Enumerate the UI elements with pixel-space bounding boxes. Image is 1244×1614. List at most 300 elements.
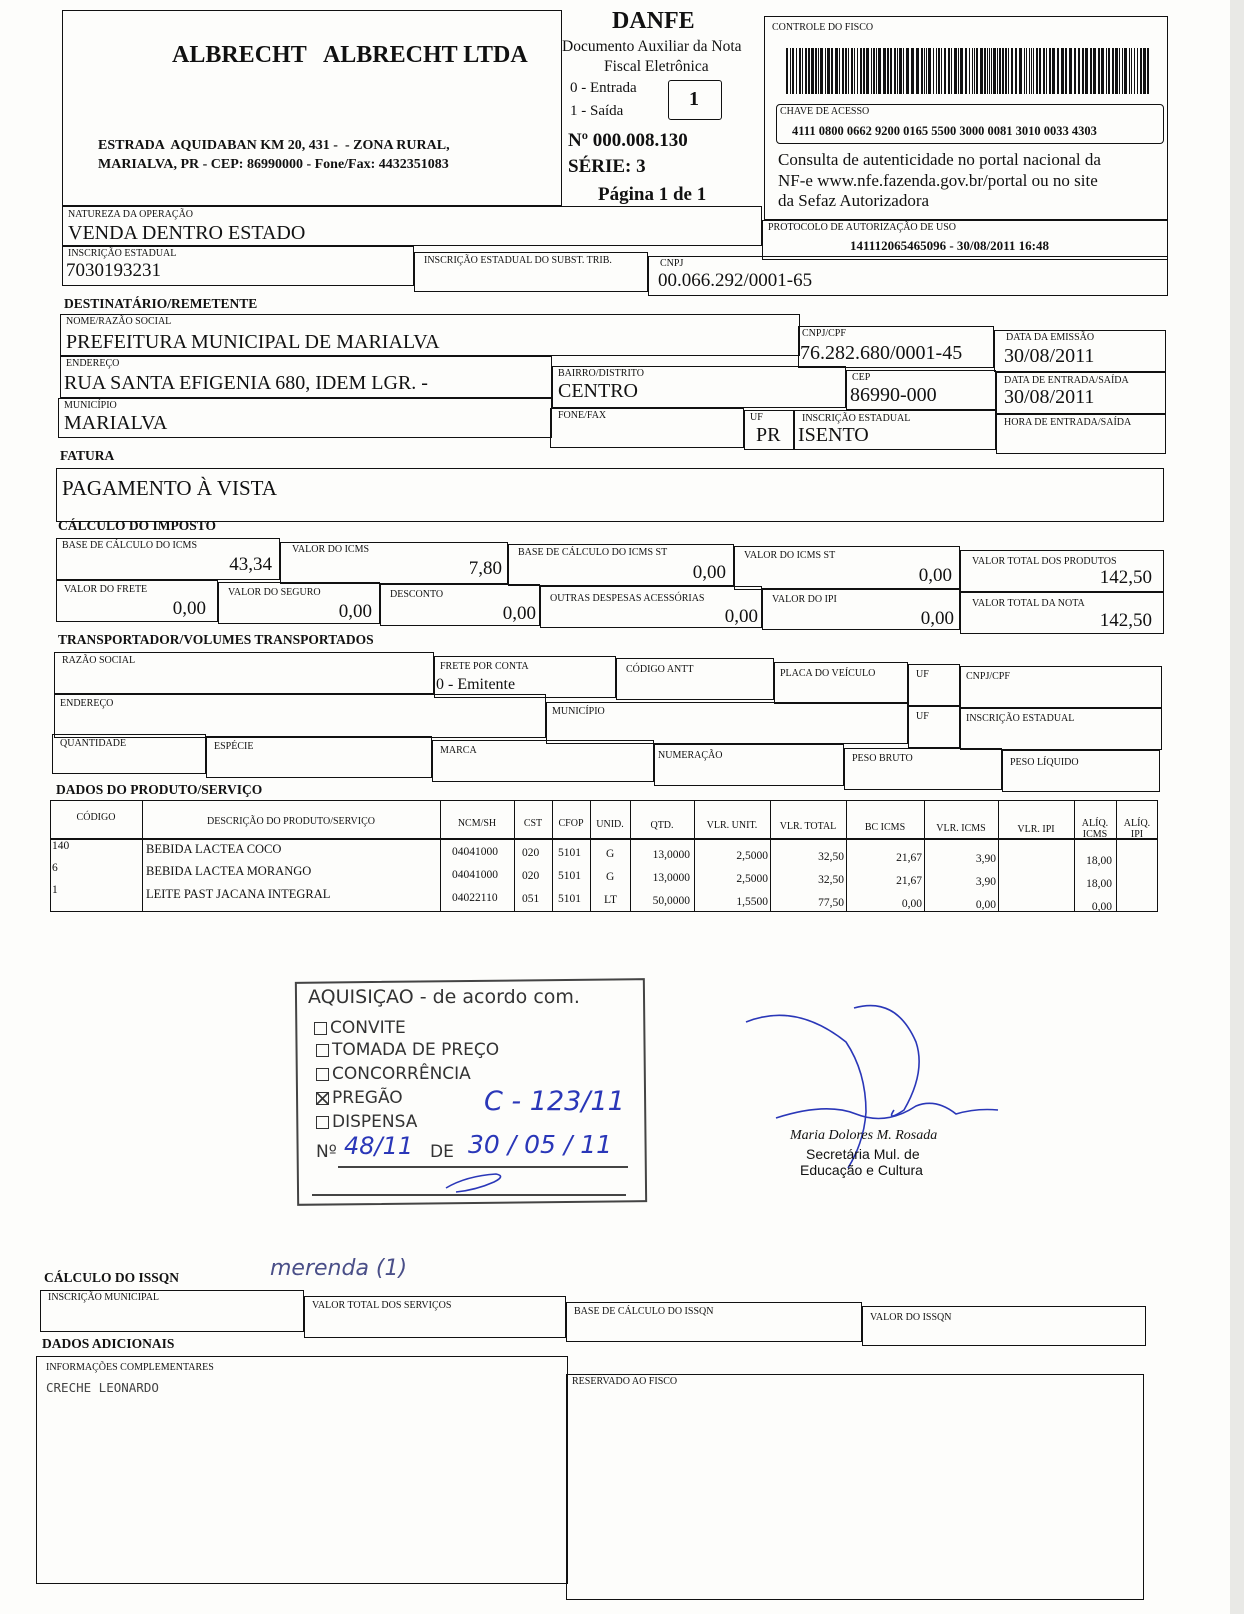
- barcode-bar: [1085, 48, 1088, 94]
- column-line: [630, 800, 631, 912]
- cell-descricao: BEBIDA LACTEA COCO: [146, 842, 282, 856]
- barcode-bar: [1046, 48, 1047, 94]
- transporte-section: TRANSPORTADOR/VOLUMES TRANSPORTADOS: [58, 632, 374, 647]
- outras-label: OUTRAS DESPESAS ACESSÓRIAS: [550, 593, 705, 604]
- cell-unid: LT: [604, 894, 617, 906]
- valor-icms-label: VALOR DO ICMS: [292, 544, 370, 555]
- column-line: [694, 800, 695, 912]
- barcode-bar: [1074, 48, 1076, 94]
- dest-endereco-label: ENDEREÇO: [66, 358, 120, 369]
- cnpj-value: 00.066.292/0001-65: [658, 270, 813, 291]
- transp-uf-label: UF: [916, 669, 929, 680]
- barcode-bar: [894, 48, 896, 94]
- base-icms-value: 43,34: [229, 554, 272, 575]
- th-cfop: CFOP: [558, 818, 584, 829]
- dest-cep-value: 86990-000: [850, 384, 937, 406]
- dest-emissao-value: 30/08/2011: [1004, 345, 1095, 367]
- column-line: [514, 800, 515, 912]
- transp-uf2-label: UF: [916, 711, 929, 722]
- barcode-bar: [827, 48, 830, 94]
- stamp-numero: 48/11: [344, 1132, 414, 1160]
- dest-entrada-value: 30/08/2011: [1004, 386, 1095, 408]
- barcode-bar: [860, 48, 862, 94]
- signature-cargo-2: Educação e Cultura: [800, 1162, 923, 1178]
- cell-descricao: LEITE PAST JACANA INTEGRAL: [146, 887, 331, 901]
- cell-vlr-total: 32,50: [818, 851, 844, 863]
- transp-numeracao-label: NUMERAÇÃO: [658, 750, 723, 761]
- barcode-bar: [958, 48, 959, 94]
- barcode-bar: [1131, 48, 1132, 94]
- barcode-bar: [1112, 48, 1114, 94]
- stamp-option-label: CONVITE: [330, 1018, 406, 1038]
- barcode-bar: [1069, 48, 1072, 94]
- dest-entrada-label: DATA DE ENTRADA/SAÍDA: [1004, 375, 1129, 386]
- transp-frete-label: FRETE POR CONTA: [440, 661, 529, 672]
- barcode-bar: [825, 48, 826, 94]
- column-line: [1116, 800, 1117, 912]
- stamp-checkbox: [314, 1022, 327, 1035]
- dest-bairro-value: CENTRO: [558, 380, 638, 402]
- barcode-bar: [1101, 48, 1104, 94]
- reservado-fisco-label: RESERVADO AO FISCO: [572, 1376, 678, 1387]
- barcode-bar: [926, 48, 927, 94]
- danfe-serie: SÉRIE: 3: [568, 156, 646, 177]
- barcode-bar: [1078, 48, 1080, 94]
- cell-vlr-icms: 0,00: [975, 899, 996, 911]
- danfe-subtitle-2: Fiscal Eletrônica: [604, 58, 709, 75]
- emitente-box: [62, 10, 562, 206]
- column-line: [846, 800, 847, 912]
- ie-label: INSCRIÇÃO ESTADUAL: [68, 248, 177, 259]
- stamp-de: DE: [430, 1142, 454, 1162]
- cell-vlr-icms: 3,90: [975, 876, 996, 888]
- column-line: [998, 800, 999, 912]
- barcode-bar: [1011, 48, 1013, 94]
- cell-cst: 020: [522, 870, 540, 882]
- barcode-bar: [857, 48, 858, 94]
- ie-value: 7030193231: [66, 260, 161, 281]
- reservado-fisco-box: [566, 1374, 1144, 1600]
- stamp-numero-prefix: Nº: [316, 1142, 337, 1162]
- barcode-bar: [1140, 48, 1142, 94]
- transp-municipio-label: MUNICÍPIO: [552, 706, 605, 717]
- barcode-bar: [842, 48, 844, 94]
- column-line: [440, 800, 441, 912]
- barcode-bar: [1039, 48, 1041, 94]
- barcode-bar: [839, 48, 840, 94]
- barcode-bar: [1106, 48, 1107, 94]
- barcode-bar: [1029, 48, 1030, 94]
- cell-ncm: 04022110: [452, 892, 498, 904]
- barcode-bar: [903, 48, 904, 94]
- barcode-bar: [1033, 48, 1034, 94]
- stamp-title: AQUISIÇAO - de acordo com.: [308, 986, 580, 1008]
- transp-peso-bruto-label: PESO BRUTO: [852, 753, 913, 764]
- barcode-bar: [1008, 48, 1009, 94]
- barcode-bar: [944, 48, 946, 94]
- transp-quantidade-label: QUANTIDADE: [60, 738, 127, 749]
- cell-vlr-unit: 2,5000: [736, 873, 768, 885]
- barcode-bar: [911, 48, 914, 94]
- dest-hora-label: HORA DE ENTRADA/SAÍDA: [1004, 417, 1132, 428]
- dest-municipio-value: MARIALVA: [64, 412, 168, 434]
- transp-marca-label: MARCA: [440, 745, 477, 756]
- danfe-title: DANFE: [612, 8, 695, 34]
- valor-st-label: VALOR DO ICMS ST: [744, 550, 836, 561]
- cell-vlr-unit: 1,5500: [736, 896, 768, 908]
- barcode-bar: [980, 48, 983, 94]
- barcode-bar: [1143, 48, 1146, 94]
- transp-placa-label: PLACA DO VEÍCULO: [780, 668, 876, 679]
- barcode-bar: [897, 48, 898, 94]
- cell-ncm: 04041000: [452, 846, 498, 858]
- barcode-bar: [938, 48, 940, 94]
- natureza-label: NATUREZA DA OPERAÇÃO: [68, 209, 194, 220]
- barcode-bar: [972, 48, 973, 94]
- barcode-bar: [1002, 48, 1004, 94]
- barcode-bar: [1147, 48, 1149, 94]
- cell-unid: G: [606, 848, 615, 860]
- barcode-bar: [989, 48, 990, 94]
- info-complementares-value: CRECHE LEONARDO: [46, 1380, 159, 1395]
- stamp-checkbox: [316, 1116, 329, 1129]
- barcode-bar: [805, 48, 807, 94]
- info-complementares-label: INFORMAÇÕES COMPLEMENTARES: [46, 1362, 214, 1373]
- dest-cnpj-value: 76.282.680/0001-45: [800, 342, 963, 364]
- cell-vlr-unit: 2,5000: [736, 850, 768, 862]
- protocolo-label: PROTOCOLO DE AUTORIZAÇÃO DE USO: [768, 222, 956, 233]
- issqn-inscricao-label: INSCRIÇÃO MUNICIPAL: [48, 1292, 160, 1303]
- barcode-bar: [887, 48, 889, 94]
- column-line: [1074, 800, 1075, 912]
- barcode-bar: [1049, 48, 1051, 94]
- cell-bc-icms: 0,00: [901, 898, 922, 910]
- barcode-bar: [1098, 48, 1100, 94]
- signature-cargo-1: Secretária Mul. de: [806, 1146, 920, 1162]
- barcode-bar: [820, 48, 823, 94]
- barcode-bar: [993, 48, 996, 94]
- barcode-bar: [1019, 48, 1022, 94]
- emitente-address-1: ESTRADA AQUIDABAN KM 20, 431 - - ZONA RURAL,: [98, 138, 450, 153]
- produtos-header-line: [50, 838, 1158, 840]
- danfe-subtitle-1: Documento Auxiliar da Nota: [562, 38, 742, 55]
- barcode-bar: [1090, 48, 1092, 94]
- chave-acesso: 4111 0800 0662 9200 0165 5500 3000 0081 3010 0033 4303: [792, 124, 1097, 138]
- th-descricao: DESCRIÇÃO DO PRODUTO/SERVIÇO: [207, 816, 375, 827]
- frete-value: 0,00: [172, 598, 206, 619]
- barcode-bar: [941, 48, 942, 94]
- consulta-line-1: Consulta de autenticidade no portal nacional da: [778, 150, 1101, 169]
- barcode-bar: [811, 48, 814, 94]
- cell-cfop: 5101: [558, 893, 581, 905]
- cell-bc-icms: 21,67: [896, 875, 922, 887]
- barcode-bar: [1115, 48, 1118, 94]
- issqn-anotacao: merenda (1): [270, 1256, 408, 1281]
- danfe-pagina: Página 1 de 1: [598, 184, 707, 205]
- valor-st-value: 0,00: [918, 565, 952, 586]
- cell-cst: 051: [522, 893, 540, 905]
- stamp-scribble: [436, 1168, 516, 1198]
- chave-label: CHAVE DE ACESSO: [780, 106, 870, 117]
- outras-value: 0,00: [724, 606, 758, 627]
- barcode-bar: [928, 48, 931, 94]
- scan-edge: [1230, 0, 1244, 1614]
- cnpj-label: CNPJ: [660, 258, 684, 269]
- dest-bairro-label: BAIRRO/DISTRITO: [558, 368, 644, 379]
- cell-ncm: 04041000: [452, 869, 498, 881]
- barcode-bar: [815, 48, 817, 94]
- barcode-bar: [933, 48, 934, 94]
- ie-st-label: INSCRIÇÃO ESTADUAL DO SUBST. TRIB.: [424, 255, 612, 266]
- barcode-bar: [1015, 48, 1017, 94]
- barcode-bar: [1137, 48, 1138, 94]
- issqn-section: CÁLCULO DO ISSQN: [44, 1270, 180, 1285]
- barcode-bar: [999, 48, 1001, 94]
- seguro-value: 0,00: [338, 601, 372, 622]
- th-qtd: QTD.: [650, 820, 674, 831]
- barcode-bar: [863, 48, 865, 94]
- imposto-section: CÁLCULO DO IMPOSTO: [58, 518, 217, 533]
- barcode-bar: [851, 48, 853, 94]
- barcode-bar: [924, 48, 925, 94]
- dest-fone-label: FONE/FAX: [558, 410, 607, 421]
- barcode-bar: [1036, 48, 1038, 94]
- dest-nome-label: NOME/RAZÃO SOCIAL: [66, 316, 172, 327]
- emitente-address-2: MARIALVA, PR - CEP: 86990000 - Fone/Fax: 4432351083: [98, 157, 449, 172]
- dest-ie-label: INSCRIÇÃO ESTADUAL: [802, 413, 911, 424]
- barcode-bar: [835, 48, 838, 94]
- barcode-bar: [974, 48, 975, 94]
- barcode-bar: [796, 48, 797, 94]
- dest-uf-value: PR: [756, 424, 781, 446]
- natureza-value: VENDA DENTRO ESTADO: [68, 222, 306, 244]
- th-vlr-icms: VLR. ICMS: [936, 823, 986, 834]
- barcode-bar: [799, 48, 801, 94]
- th-aliq-ipi-1: ALÍQ.: [1123, 818, 1151, 829]
- ipi-label: VALOR DO IPI: [772, 594, 837, 605]
- barcode-bar: [948, 48, 950, 94]
- barcode-bar: [818, 48, 819, 94]
- dest-cep-label: CEP: [852, 372, 871, 383]
- barcode-bar: [1134, 48, 1135, 94]
- total-produtos-value: 142,50: [1099, 567, 1152, 588]
- transp-razao-label: RAZÃO SOCIAL: [62, 655, 136, 666]
- th-bc-icms: BC ICMS: [864, 822, 906, 833]
- stamp-option-label: DISPENSA: [332, 1112, 418, 1132]
- adicionais-section: DADOS ADICIONAIS: [42, 1336, 175, 1351]
- barcode-bar: [960, 48, 963, 94]
- barcode-bar: [906, 48, 909, 94]
- emitente-name: ALBRECHT ALBRECHT LTDA: [172, 42, 528, 68]
- danfe-tipo: 1: [689, 88, 699, 110]
- th-unid: UNID.: [596, 819, 624, 830]
- dest-ie-value: ISENTO: [798, 424, 869, 446]
- dest-uf-label: UF: [750, 412, 763, 423]
- column-line: [590, 800, 591, 912]
- cell-qtd: 50,0000: [652, 895, 690, 907]
- stamp-option-label: CONCORRÊNCIA: [332, 1064, 471, 1084]
- barcode-bar: [1052, 48, 1055, 94]
- barcode-bar: [954, 48, 957, 94]
- th-vlr-ipi: VLR. IPI: [1017, 824, 1055, 835]
- destinatario-section: DESTINATÁRIO/REMETENTE: [64, 296, 258, 311]
- valor-icms-value: 7,80: [468, 558, 502, 579]
- th-aliq-ipi-2: IPI: [1130, 829, 1144, 840]
- transp-frete-value: 0 - Emitente: [436, 676, 516, 693]
- danfe-entrada: 0 - Entrada: [570, 80, 637, 96]
- barcode-bar: [1065, 48, 1067, 94]
- transp-ie-label: INSCRIÇÃO ESTADUAL: [966, 713, 1075, 724]
- produtos-section: DADOS DO PRODUTO/SERVIÇO: [56, 782, 263, 797]
- danfe-numero: Nº 000.008.130: [568, 130, 688, 151]
- cell-aliq-icms: 18,00: [1086, 855, 1112, 867]
- issqn-base-label: BASE DE CÁLCULO DO ISSQN: [574, 1306, 714, 1317]
- fatura-value: PAGAMENTO À VISTA: [62, 476, 277, 500]
- barcode-bar: [916, 48, 919, 94]
- barcode-bar: [1082, 48, 1084, 94]
- barcode-bar: [866, 48, 869, 94]
- barcode-bar: [808, 48, 810, 94]
- cell-aliq-icms: 0,00: [1091, 901, 1112, 913]
- protocolo-value: 141112065465096 - 30/08/2011 16:48: [850, 238, 1049, 253]
- column-line: [552, 800, 553, 912]
- cell-unid: G: [606, 871, 615, 883]
- barcode-bar: [1057, 48, 1059, 94]
- dest-cnpj-label: CNPJ/CPF: [802, 328, 846, 339]
- barcode-bar: [936, 48, 937, 94]
- barcode-bar: [1122, 48, 1123, 94]
- barcode-bar: [991, 48, 992, 94]
- th-cst: CST: [523, 818, 543, 829]
- barcode-bar: [848, 48, 849, 94]
- barcode-bar: [876, 48, 877, 94]
- dest-emissao-label: DATA DA EMISSÃO: [1006, 332, 1095, 343]
- transp-endereco-box: [54, 694, 546, 738]
- desconto-value: 0,00: [502, 603, 536, 624]
- th-ncm: NCM/SH: [457, 818, 497, 829]
- barcode-bar: [984, 48, 986, 94]
- cell-aliq-icms: 18,00: [1086, 878, 1112, 890]
- cell-vlr-icms: 3,90: [975, 853, 996, 865]
- transp-especie-label: ESPÉCIE: [214, 741, 254, 752]
- dest-nome-value: PREFEITURA MUNICIPAL DE MARIALVA: [66, 331, 440, 353]
- barcode-bar: [1129, 48, 1130, 94]
- barcode-bar: [786, 48, 788, 94]
- cell-vlr-total: 32,50: [818, 874, 844, 886]
- cell-qtd: 13,0000: [652, 872, 690, 884]
- base-st-value: 0,00: [692, 562, 726, 583]
- cell-codigo: 1: [52, 884, 58, 896]
- stamp-data: 30 / 05 / 11: [468, 1130, 613, 1159]
- cell-cst: 020: [522, 847, 540, 859]
- signature-name: Maria Dolores M. Rosada: [790, 1128, 938, 1143]
- barcode: [786, 48, 1152, 94]
- barcode-bar: [802, 48, 803, 94]
- desconto-label: DESCONTO: [390, 589, 444, 600]
- barcode-bar: [1061, 48, 1064, 94]
- dest-municipio-label: MUNICÍPIO: [64, 400, 117, 411]
- cell-vlr-total: 77,50: [818, 897, 844, 909]
- transp-cnpj-label: CNPJ/CPF: [966, 671, 1010, 682]
- ipi-value: 0,00: [920, 608, 954, 629]
- barcode-bar: [878, 48, 881, 94]
- th-vlr-total: VLR. TOTAL: [779, 821, 837, 832]
- cell-bc-icms: 21,67: [896, 852, 922, 864]
- consulta-line-2: NF-e www.nfe.fazenda.gov.br/portal ou no site: [778, 171, 1098, 190]
- barcode-bar: [871, 48, 872, 94]
- danfe-saida: 1 - Saída: [570, 103, 624, 119]
- controle-fisco-label: CONTROLE DO FISCO: [772, 22, 874, 33]
- cell-descricao: BEBIDA LACTEA MORANGO: [146, 864, 312, 878]
- barcode-bar: [854, 48, 855, 94]
- barcode-bar: [997, 48, 998, 94]
- fatura-section: FATURA: [60, 448, 115, 463]
- barcode-bar: [890, 48, 892, 94]
- cell-codigo: 140: [52, 840, 70, 852]
- cell-codigo: 6: [52, 862, 58, 874]
- column-line: [924, 800, 925, 912]
- transp-peso-liquido-label: PESO LÍQUIDO: [1010, 757, 1079, 768]
- total-nota-value: 142,50: [1099, 610, 1152, 631]
- barcode-bar: [1043, 48, 1045, 94]
- cell-cfop: 5101: [558, 870, 581, 882]
- issqn-servicos-label: VALOR TOTAL DOS SERVIÇOS: [312, 1300, 452, 1311]
- stamp-checkbox: [316, 1092, 329, 1105]
- barcode-bar: [1108, 48, 1110, 94]
- barcode-bar: [1119, 48, 1120, 94]
- barcode-bar: [792, 48, 794, 94]
- th-codigo: CÓDIGO: [76, 812, 116, 823]
- consulta-line-3: da Sefaz Autorizadora: [778, 191, 930, 210]
- barcode-bar: [987, 48, 988, 94]
- cell-cfop: 5101: [558, 847, 581, 859]
- barcode-bar: [1026, 48, 1027, 94]
- stamp-option-label: PREGÃO: [332, 1088, 403, 1108]
- column-line: [770, 800, 771, 912]
- stamp-anotacao: C - 123/11: [484, 1086, 625, 1117]
- frete-label: VALOR DO FRETE: [64, 584, 148, 595]
- barcode-bar: [873, 48, 875, 94]
- barcode-bar: [921, 48, 923, 94]
- stamp-checkbox: [316, 1068, 329, 1081]
- stamp-option-label: TOMADA DE PREÇO: [332, 1040, 500, 1060]
- total-nota-label: VALOR TOTAL DA NOTA: [972, 598, 1085, 609]
- base-icms-label: BASE DE CÁLCULO DO ICMS: [62, 540, 198, 551]
- barcode-bar: [976, 48, 978, 94]
- transp-endereco-label: ENDEREÇO: [60, 698, 114, 709]
- barcode-bar: [790, 48, 791, 94]
- barcode-bar: [1124, 48, 1127, 94]
- th-aliq-icms-1: ALÍQ.: [1081, 818, 1109, 829]
- stamp-checkbox: [316, 1044, 329, 1057]
- dest-endereco-value: RUA SANTA EFIGENIA 680, IDEM LGR. -: [64, 372, 428, 394]
- th-vlr-unit: VLR. UNIT.: [706, 820, 758, 831]
- barcode-bar: [969, 48, 970, 94]
- barcode-bar: [845, 48, 847, 94]
- total-produtos-label: VALOR TOTAL DOS PRODUTOS: [972, 556, 1117, 567]
- base-st-label: BASE DE CÁLCULO DO ICMS ST: [518, 547, 668, 558]
- cell-qtd: 13,0000: [652, 849, 690, 861]
- barcode-bar: [965, 48, 967, 94]
- barcode-bar: [1024, 48, 1025, 94]
- barcode-bar: [1005, 48, 1007, 94]
- barcode-bar: [1031, 48, 1032, 94]
- seguro-label: VALOR DO SEGURO: [228, 587, 321, 598]
- barcode-bar: [1093, 48, 1096, 94]
- th-aliq-icms-2: ICMS: [1082, 829, 1108, 840]
- issqn-valor-label: VALOR DO ISSQN: [870, 1312, 952, 1323]
- barcode-bar: [831, 48, 833, 94]
